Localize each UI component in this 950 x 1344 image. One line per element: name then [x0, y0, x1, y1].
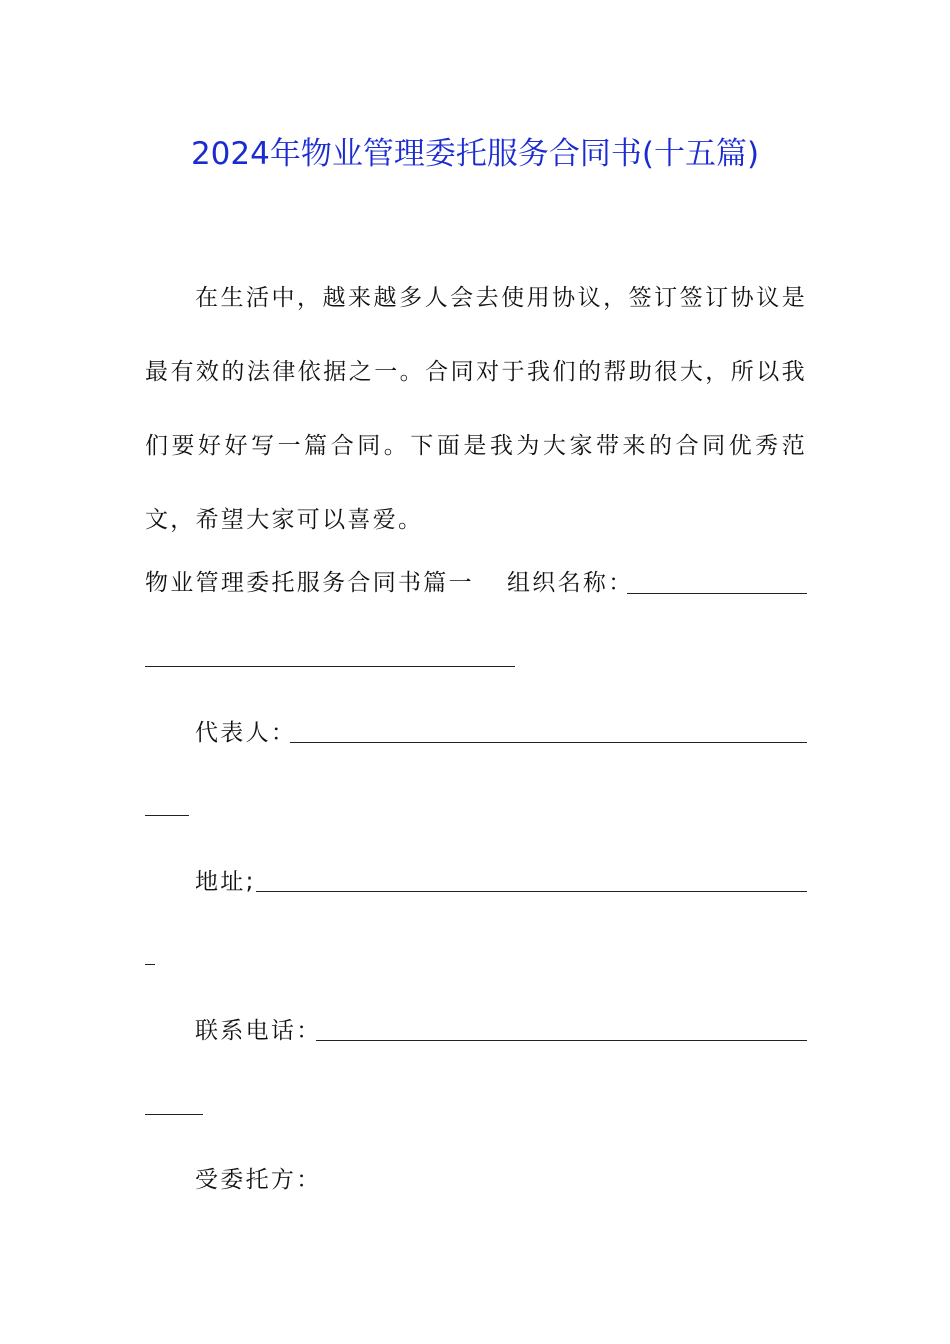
document-title: 2024年物业管理委托服务合同书(十五篇) — [190, 136, 760, 172]
org-name-label: 组织名称： — [507, 570, 634, 596]
address-blank-line-2 — [145, 964, 155, 965]
phone-blank-line-2 — [145, 1114, 203, 1115]
representative-blank-line-2 — [145, 815, 189, 816]
representative-label: 代表人： — [195, 720, 297, 746]
org-name-blank-line-2 — [145, 666, 515, 667]
representative-blank-line-1 — [290, 742, 807, 743]
phone-label: 联系电话： — [195, 1018, 322, 1044]
address-blank-line-1 — [256, 891, 807, 892]
section-heading: 物业管理委托服务合同书篇一 — [145, 570, 474, 596]
trustee-label: 受委托方： — [195, 1167, 322, 1193]
intro-paragraph: 在生活中，越来越多人会去使用协议，签订签订协议是最有效的法律依据之一。合同对于我们的帮助很大，所以我们要好好写一篇合同。下面是我为大家带来的合同优秀范文，希望大家可以喜爱。 — [145, 285, 807, 533]
address-label: 地址; — [195, 869, 256, 895]
phone-blank-line-1 — [316, 1040, 807, 1041]
org-name-blank-line-1 — [627, 593, 807, 594]
